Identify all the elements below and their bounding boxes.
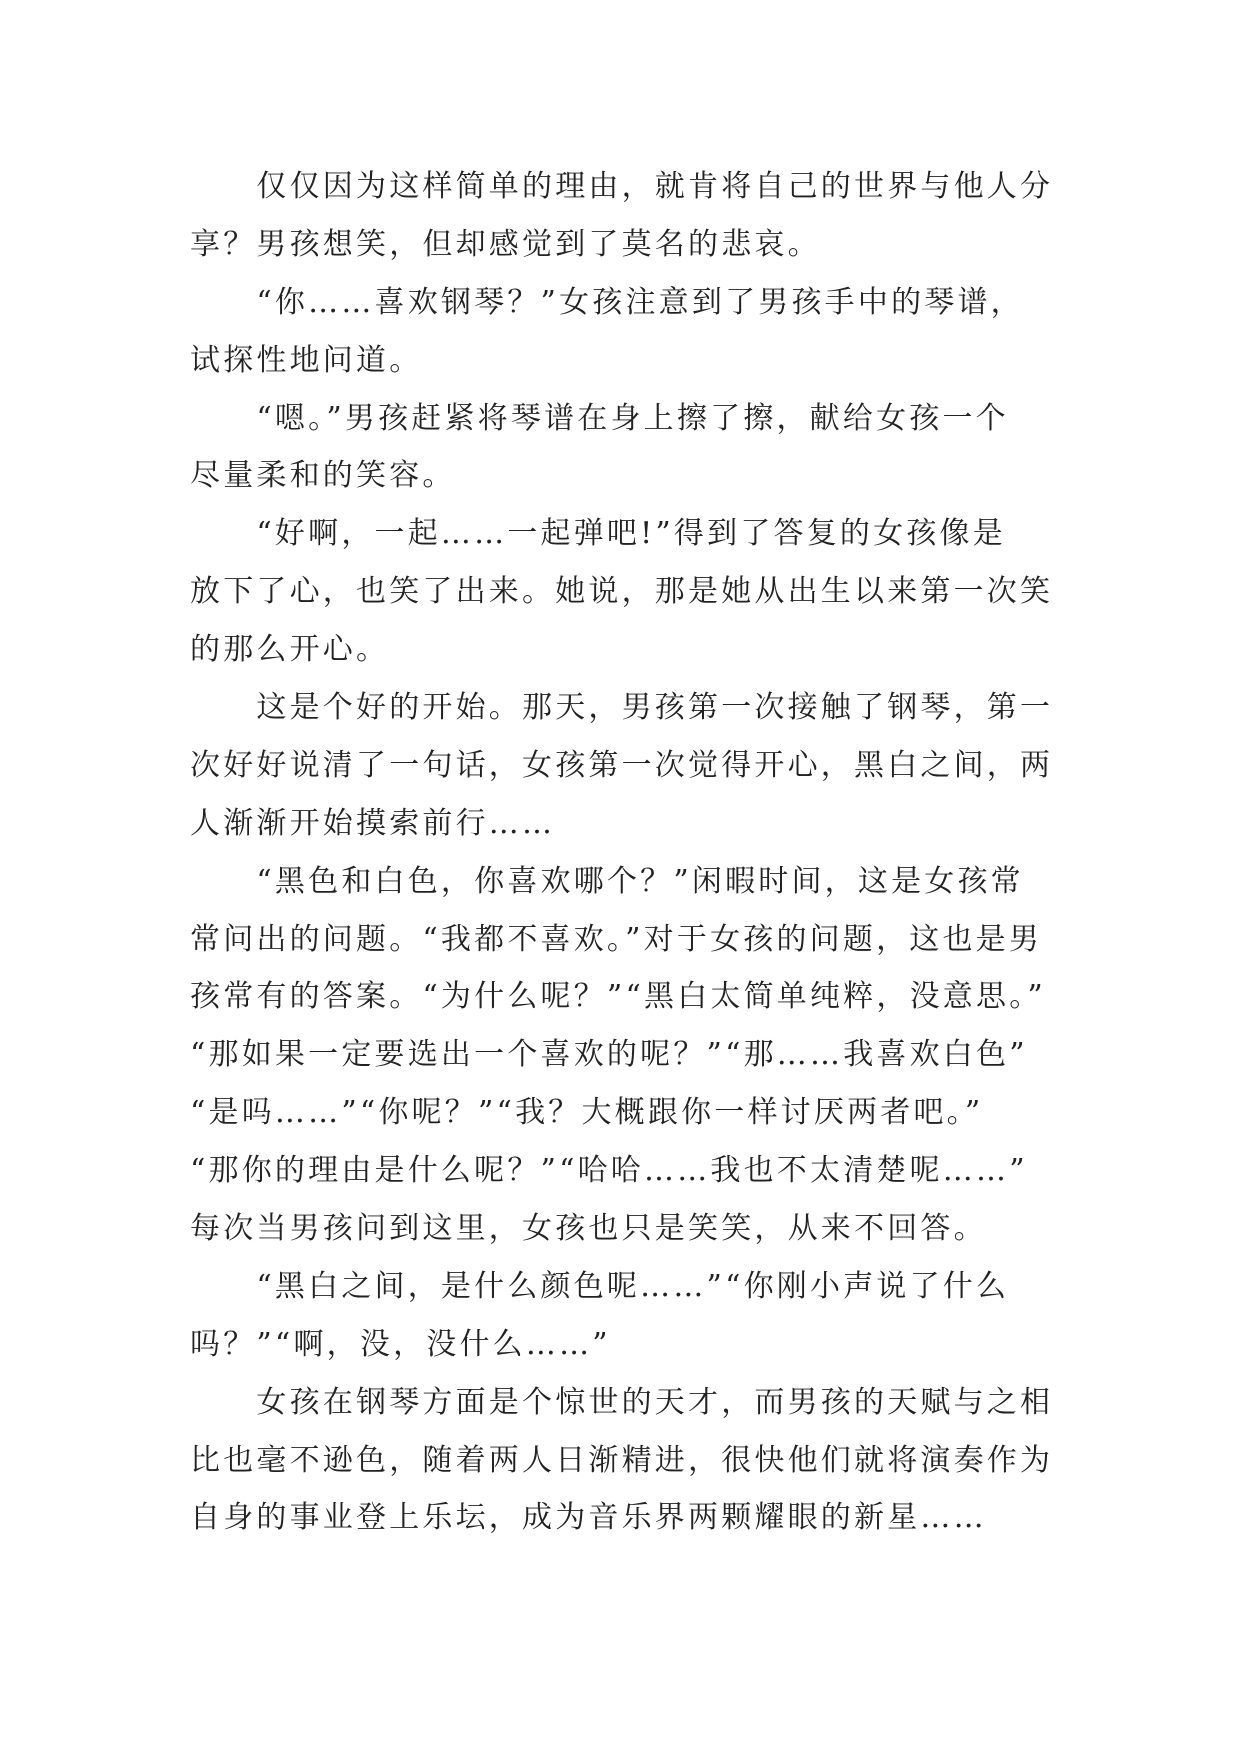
text-line: “你……喜欢钢琴？”女孩注意到了男孩手中的琴谱，: [190, 284, 1024, 320]
text-line: “那如果一定要选出一个喜欢的呢？”“那……我喜欢白色”: [190, 1037, 1028, 1073]
text-line: 享？男孩想笑，但却感觉到了莫名的悲哀。: [190, 226, 821, 262]
text-line: “好啊，一起……一起弹吧!”得到了答复的女孩像是: [190, 516, 1006, 552]
text-line: “是吗……”“你呢？”“我？大概跟你一样讨厌两者吧。”: [190, 1095, 984, 1131]
text-line: 次好好说清了一句话，女孩第一次觉得开心，黑白之间，两: [190, 747, 1054, 783]
text-line: “黑色和白色，你喜欢哪个？”闲暇时间，这是女孩常: [190, 863, 1024, 899]
text-line: 这是个好的开始。那天，男孩第一次接触了钢琴，第一: [190, 690, 1054, 726]
text-line: 比也毫不逊色，随着两人日渐精进，很快他们就将演奏作为: [190, 1442, 1054, 1478]
text-line: “嗯。”男孩赶紧将琴谱在身上擦了擦，献给女孩一个: [190, 400, 1009, 436]
text-line: 人渐渐开始摸索前行……: [190, 805, 556, 841]
text-line: 吗？”“啊，没，没什么……”: [190, 1326, 611, 1362]
text-line: “那你的理由是什么呢？”“哈哈……我也不太清楚呢……”: [190, 1153, 1028, 1189]
text-line: 试探性地问道。: [190, 342, 423, 378]
text-line: 常问出的问题。“我都不喜欢。”对于女孩的问题，这也是男: [190, 921, 1043, 957]
text-line: 女孩在钢琴方面是个惊世的天才，而男孩的天赋与之相: [190, 1384, 1054, 1420]
text-line: 的那么开心。: [190, 632, 390, 668]
text-line: 尽量柔和的笑容。: [190, 458, 456, 494]
text-line: 每次当男孩问到这里，女孩也只是笑笑，从来不回答。: [190, 1211, 987, 1247]
text-line: 放下了心，也笑了出来。她说，那是她从出生以来第一次笑: [190, 574, 1054, 610]
text-line: 自身的事业登上乐坛，成为音乐界两颗耀眼的新星……: [190, 1500, 987, 1536]
text-line: “黑白之间，是什么颜色呢……”“你刚小声说了什么: [190, 1268, 1010, 1304]
document-body: [190, 158, 1060, 1547]
text-line: 孩常有的答案。“为什么呢？”“黑白太简单纯粹，没意思。”: [190, 979, 1046, 1015]
text-line: 仅仅因为这样简单的理由，就肯将自己的世界与他人分: [190, 169, 1054, 204]
